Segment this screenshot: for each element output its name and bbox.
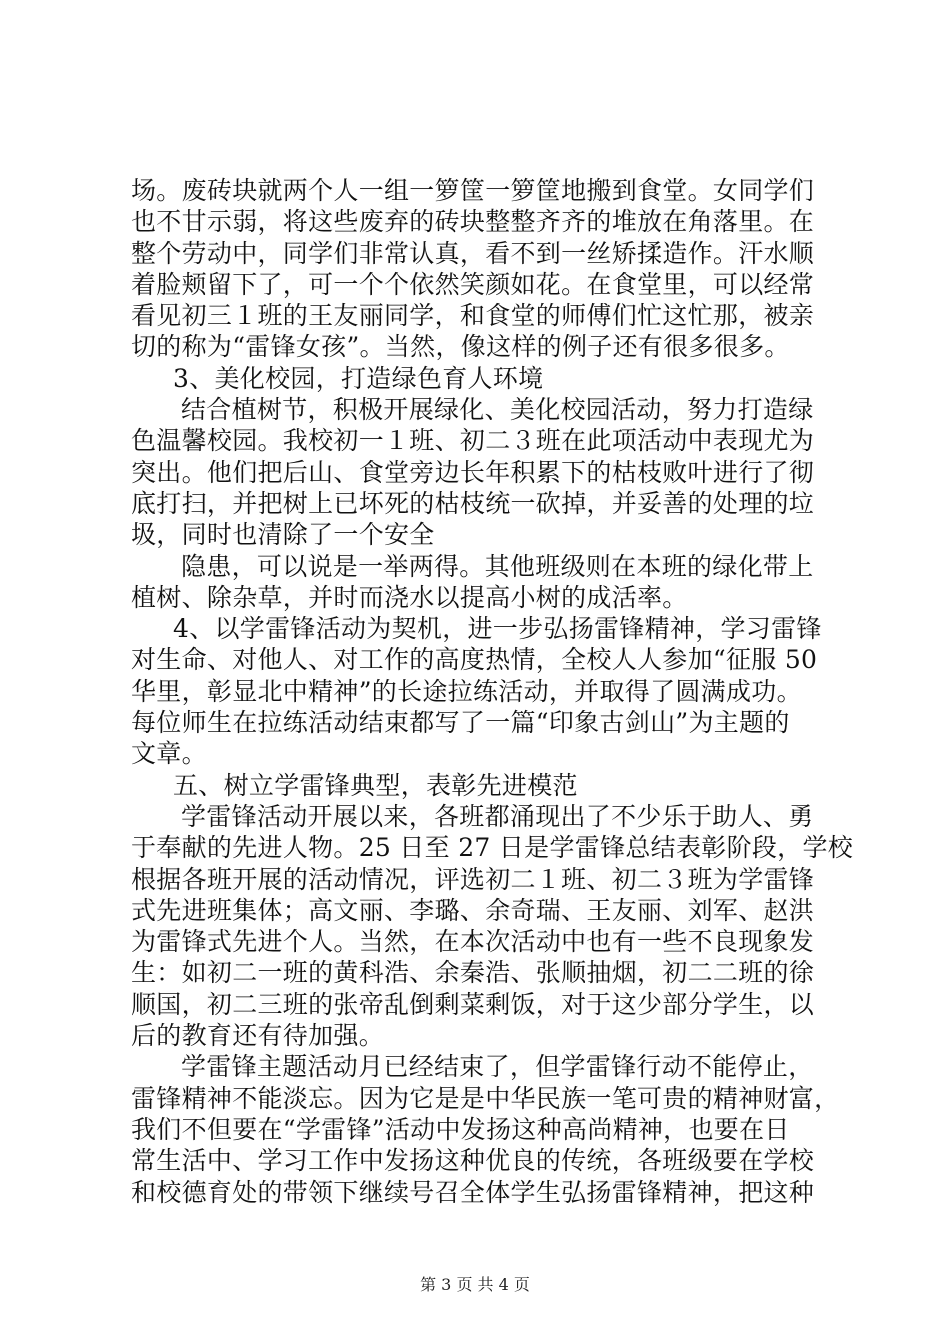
text-line: 整个劳动中，同学们非常认真，看不到一丝矫揉造作。汗水顺: [131, 238, 815, 268]
text-line: 着脸颊留下了，可一个个依然笑颜如花。在食堂里，可以经常: [131, 269, 815, 299]
text-line: 于奉献的先进人物。25 日至 27 日是学雷锋总结表彰阶段，学校: [131, 833, 854, 863]
section-heading: 3、美化校园，打造绿色育人环境: [173, 363, 544, 393]
text-line: 色温馨校园。我校初一１班、初二３班在此项活动中表现尤为: [131, 426, 815, 456]
text-line: 雷锋精神不能淡忘。因为它是是中华民族一笔可贵的精神财富，: [131, 1083, 840, 1113]
text-line: 华里，彰显北中精神”的长途拉练活动，并取得了圆满成功。: [131, 676, 802, 706]
text-line: 4、以学雷锋活动为契机，进一步弘扬雷锋精神，学习雷锋: [173, 614, 822, 644]
text-line: 也不甘示弱，将这些废弃的砖块整整齐齐的堆放在角落里。在: [131, 207, 815, 237]
text-line: 和校德育处的带领下继续号召全体学生弘扬雷锋精神，把这种: [131, 1177, 815, 1207]
text-line: 每位师生在拉练活动结束都写了一篇“印象古剑山”为主题的: [131, 708, 790, 738]
text-line: 突出。他们把后山、食堂旁边长年积累下的枯枝败叶进行了彻: [131, 457, 815, 487]
text-line: 常生活中、学习工作中发扬这种优良的传统，各班级要在学校: [131, 1146, 815, 1176]
text-line: 学雷锋活动开展以来，各班都涌现出了不少乐于助人、勇: [181, 801, 814, 831]
text-line: 根据各班开展的活动情况，评选初二１班、初二３班为学雷锋: [131, 864, 815, 894]
text-line: 对生命、对他人、对工作的高度热情，全校人人参加“征服 50: [131, 645, 818, 675]
document-body: [131, 175, 854, 1208]
section-heading: 五、树立学雷锋典型，表彰先进模范: [173, 770, 578, 800]
text-line: 切的称为“雷锋女孩”。当然，像这样的例子还有很多很多。: [131, 332, 790, 362]
text-line: 圾，同时也清除了一个安全: [131, 520, 435, 550]
text-line: 生：如初二一班的黄科浩、余秦浩、张顺抽烟，初二二班的徐: [131, 958, 815, 988]
text-line: 后的教育还有待加强。: [131, 1021, 385, 1051]
text-line: 我们不但要在“学雷锋”活动中发扬这种高尚精神，也要在日: [131, 1114, 790, 1144]
text-line: 看见初三１班的王友丽同学，和食堂的师傅们忙这忙那，被亲: [131, 301, 815, 331]
text-line: 顺国，初二三班的张帝乱倒剩菜剩饭，对于这少部分学生，以: [131, 989, 815, 1019]
text-line: 为雷锋式先进个人。当然，在本次活动中也有一些不良现象发: [131, 927, 815, 957]
text-line: 植树、除杂草，并时而浇水以提高小树的成活率。: [131, 582, 688, 612]
text-line: 式先进班集体；高文丽、李璐、余奇瑞、王友丽、刘军、赵洪: [131, 895, 815, 925]
text-line: 文章。: [131, 739, 207, 769]
text-line: 隐患，可以说是一举两得。其他班级则在本班的绿化带上: [181, 551, 814, 581]
text-line: 结合植树节，积极开展绿化、美化校园活动，努力打造绿: [181, 395, 814, 425]
text-line: 学雷锋主题活动月已经结束了，但学雷锋行动不能停止，: [181, 1052, 814, 1082]
page-number-footer: 第 3 页 共 4 页: [420, 1275, 530, 1294]
text-line: 底打扫，并把树上已坏死的枯枝统一砍掉，并妥善的处理的垃: [131, 488, 815, 518]
text-line: 场。废砖块就两个人一组一箩筐一箩筐地搬到食堂。女同学们: [131, 176, 815, 205]
